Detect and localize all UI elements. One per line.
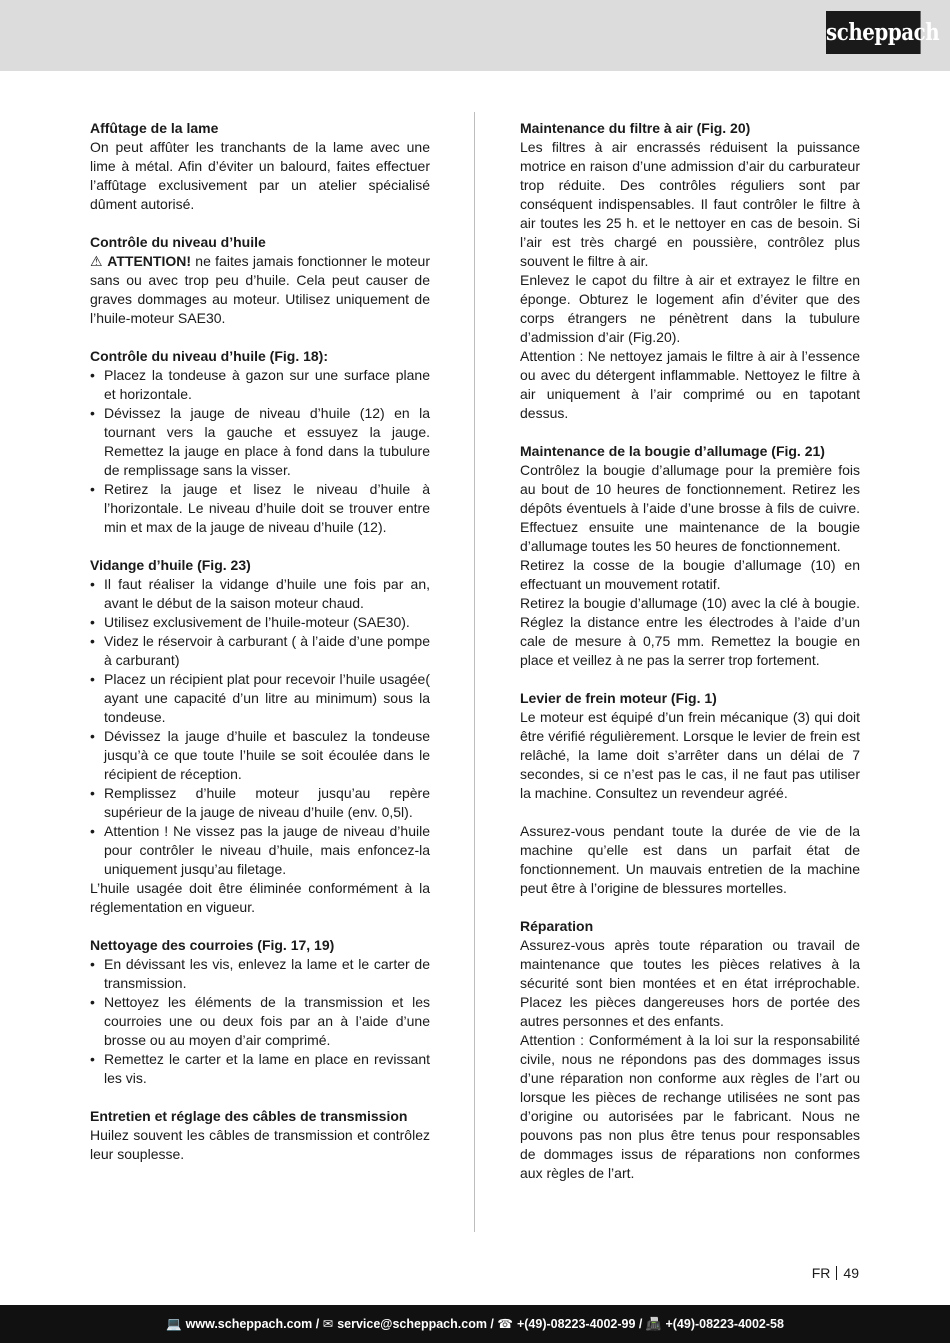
bullet-item <box>90 480 430 537</box>
bullet-marker: • <box>90 1051 95 1067</box>
bullet-text: Dévissez la jauge de niveau d’huile (12) en la tournant vers la gauche et essuyez la jauge. Remettez la jauge en place à fond dans la tubulure de remplissage sans la visser. <box>104 405 430 478</box>
section-heading: Maintenance du filtre à air (Fig. 20) <box>520 120 751 136</box>
scheppach-logo: scheppach <box>826 11 921 54</box>
fax-number: +(49)-08223-4002-58 <box>665 1317 784 1331</box>
bullet-item <box>90 1050 430 1088</box>
section-heading: Levier de frein moteur (Fig. 1) <box>520 690 717 706</box>
computer-icon: 💻 <box>166 1317 182 1331</box>
page-number <box>812 1264 859 1283</box>
left-column <box>90 119 430 1183</box>
paragraph: Attention : Conformément à la loi sur la responsabilité civile, nous ne répondons pas des dommages issus d’une réparation non conforme aux règles de l’art ou lorsque les pièces de rechange utilisées ne sont pas d’origine ou autorisées par le fabricant. Nous ne pouvons pas non plus être tenus pour responsables de dommages issus de réparations non conformes aux règles de l’art. <box>520 1032 860 1181</box>
section-heading: Entretien et réglage des câbles de transmission <box>90 1108 408 1124</box>
bullet-text: Remplissez d’huile moteur jusqu’au repère supérieur de la jauge de niveau d’huile (env. 0,5l). <box>104 785 430 820</box>
bullet-item <box>90 993 430 1050</box>
paragraph: Enlevez le capot du filtre à air et extrayez le filtre en éponge. Obturez le logement afin d’éviter que des corps étrangers ne pénètrent dans la tubulure d’admission d’air (Fig.20). <box>520 272 860 345</box>
bullet-text: Nettoyez les éléments de la transmission et les courroies une ou deux fois par an à l’aide d’une brosse ou au moyen d’air comprimé. <box>104 994 430 1048</box>
bullet-item <box>90 404 430 480</box>
bullet-list <box>90 955 430 1088</box>
section <box>90 936 430 1088</box>
footer-separator: / <box>486 1317 498 1331</box>
section <box>520 119 860 423</box>
bullet-item <box>90 955 430 993</box>
email-link[interactable]: service@scheppach.com <box>337 1317 487 1331</box>
paragraph: Huilez souvent les câbles de transmission et contrôlez leur souplesse. <box>90 1127 430 1162</box>
bullet-text: Placez la tondeuse à gazon sur une surface plane et horizontale. <box>104 367 430 402</box>
footer-separator: / <box>312 1317 323 1331</box>
section-heading: Affûtage de la lame <box>90 120 219 136</box>
section <box>90 233 430 328</box>
bullet-marker: • <box>90 785 95 801</box>
paragraph: Retirez la bougie d’allumage (10) avec la clé à bougie. Réglez la distance entre les électrodes à l’aide d’un cale de mesure à 0,75 mm. Remettez la bougie en place et veillez à ne pas la serrer trop fortement. <box>520 595 860 668</box>
bullet-list <box>90 366 430 537</box>
bullet-text: Attention ! Ne vissez pas la jauge de niveau d’huile pour contrôler le niveau d’huile, mais enfoncez-la uniquement jusqu’au filetage. <box>104 823 430 877</box>
paragraph: On peut affûter les tranchants de la lame avec une lime à métal. Afin d’éviter un balourd, faites effectuer l’affûtage exclusivement par un atelier spécialisé dûment autorisé. <box>90 139 430 212</box>
paragraph: Les filtres à air encrassés réduisent la puissance motrice en raison d’une admission d’air du carburateur trop réduite. Des contrôles réguliers sont par conséquent indispensables. Il faut contrôler le filtre à air toutes les 25 h. et le nettoyer en cas de besoin. Si l’air est très chargé en poussière, contrôlez plus souvent le filtre à air. <box>520 139 860 269</box>
bullet-marker: • <box>90 481 95 497</box>
bullet-item <box>90 575 430 613</box>
section <box>520 822 860 898</box>
fax-icon: 📠 <box>645 1317 662 1331</box>
page-number-value: 49 <box>843 1265 859 1281</box>
paragraph: Assurez-vous après toute réparation ou travail de maintenance que toutes les pièces relatives à la sécurité sont bien montées et en état irréprochable. Placez les pièces dangereuses hors de portée des autres personnes et des enfants. <box>520 937 860 1029</box>
paragraph: Attention : Ne nettoyez jamais le filtre à air à l’essence ou avec du détergent inflammable. Nettoyez le filtre à air uniquement à l’air comprimé ou en tapotant dessus. <box>520 348 860 421</box>
section <box>520 689 860 803</box>
page-footer <box>0 1305 950 1343</box>
section <box>90 119 430 214</box>
bullet-marker: • <box>90 405 95 421</box>
phone-icon: ☎ <box>497 1317 513 1331</box>
bullet-marker: • <box>90 633 95 649</box>
bullet-item <box>90 366 430 404</box>
bullet-text: Retirez la jauge et lisez le niveau d’huile à l’horizontale. Le niveau d’huile doit se trouver entre min et max de la jauge de niveau d’huile (12). <box>104 481 430 535</box>
bullet-marker: • <box>90 614 95 630</box>
section <box>90 347 430 537</box>
right-column <box>520 119 860 1202</box>
section <box>90 1107 430 1164</box>
bullet-item <box>90 670 430 727</box>
website-link[interactable]: www.scheppach.com <box>185 1317 313 1331</box>
bullet-item <box>90 727 430 784</box>
section-heading: Maintenance de la bougie d’allumage (Fig. 21) <box>520 443 825 459</box>
paragraph: Retirez la cosse de la bougie d’allumage (10) en effectuant un mouvement rotatif. <box>520 557 860 592</box>
bullet-text: Placez un récipient plat pour recevoir l’huile usagée( ayant une capacité d’un litre au minimum) sous la tondeuse. <box>104 671 430 725</box>
page-number-separator <box>836 1266 837 1280</box>
section <box>520 917 860 1183</box>
section-heading: Contrôle du niveau d’huile (Fig. 18): <box>90 348 329 364</box>
bullet-marker: • <box>90 671 95 687</box>
bullet-item <box>90 613 430 632</box>
paragraph: Le moteur est équipé d’un frein mécanique (3) qui doit être vérifié régulièrement. Lorsque le levier de frein est relâché, la lame doit s’arrêter dans un délai de 7 secondes, si ce n’est pas le cas, il ne faut pas utiliser la machine. Consultez un revendeur agréé. <box>520 709 860 801</box>
warning-text: ne faites jamais fonctionner le moteur sans ou avec trop peu d’huile. Cela peut causer de graves dommages au moteur. Utilisez uniquement de l’huile-moteur SAE30. <box>90 253 430 326</box>
paragraph: Contrôlez la bougie d’allumage pour la première fois au bout de 10 heures de fonctionnement. Retirez les dépôts éventuels à l’aide d’une brosse à fils de cuivre. Effectuez ensuite une maintenance de la bougie d’allumage toutes les 50 heures de fonctionnement. <box>520 462 860 554</box>
mail-icon: ✉ <box>322 1317 334 1331</box>
section <box>520 442 860 670</box>
paragraph: L’huile usagée doit être éliminée conformément à la réglementation en vigueur. <box>90 880 430 915</box>
bullet-list <box>90 575 430 879</box>
column-divider <box>474 112 475 1232</box>
bullet-marker: • <box>90 823 95 839</box>
section-heading: Nettoyage des courroies (Fig. 17, 19) <box>90 937 335 953</box>
section-heading: Vidange d’huile (Fig. 23) <box>90 557 251 573</box>
bullet-marker: • <box>90 367 95 383</box>
page-header <box>0 0 950 71</box>
bullet-text: Videz le réservoir à carburant ( à l’aide d’une pompe à carburant) <box>104 633 430 668</box>
bullet-marker: • <box>90 994 95 1010</box>
section-heading: Contrôle du niveau d’huile <box>90 234 266 250</box>
bullet-item <box>90 784 430 822</box>
section-heading: Réparation <box>520 918 594 934</box>
phone-number: +(49)-08223-4002-99 <box>516 1317 636 1331</box>
warning-label: ATTENTION! <box>107 253 191 269</box>
bullet-text: Utilisez exclusivement de l’huile-moteur (SAE30). <box>104 614 410 630</box>
language-code: FR <box>811 1265 831 1281</box>
bullet-item <box>90 822 430 879</box>
bullet-text: En dévissant les vis, enlevez la lame et le carter de transmission. <box>104 956 430 991</box>
bullet-marker: • <box>90 956 95 972</box>
bullet-marker: • <box>90 728 95 744</box>
warning-icon: ⚠ <box>90 253 103 269</box>
bullet-item <box>90 632 430 670</box>
bullet-text: Remettez le carter et la lame en place en revissant les vis. <box>104 1051 430 1086</box>
footer-separator: / <box>635 1317 646 1331</box>
bullet-marker: • <box>90 576 95 592</box>
bullet-text: Dévissez la jauge d’huile et basculez la tondeuse jusqu’à ce que toute l’huile se soit écoulée dans le récipient de réception. <box>104 728 430 782</box>
warning-paragraph <box>90 252 430 328</box>
paragraph: Assurez-vous pendant toute la durée de vie de la machine qu’elle est dans un parfait état de fonctionnement. Un mauvais entretien de la machine peut être à l’origine de blessures mortelles. <box>520 823 860 896</box>
section <box>90 556 430 917</box>
bullet-text: Il faut réaliser la vidange d’huile une fois par an, avant le début de la saison moteur chaud. <box>104 576 430 611</box>
